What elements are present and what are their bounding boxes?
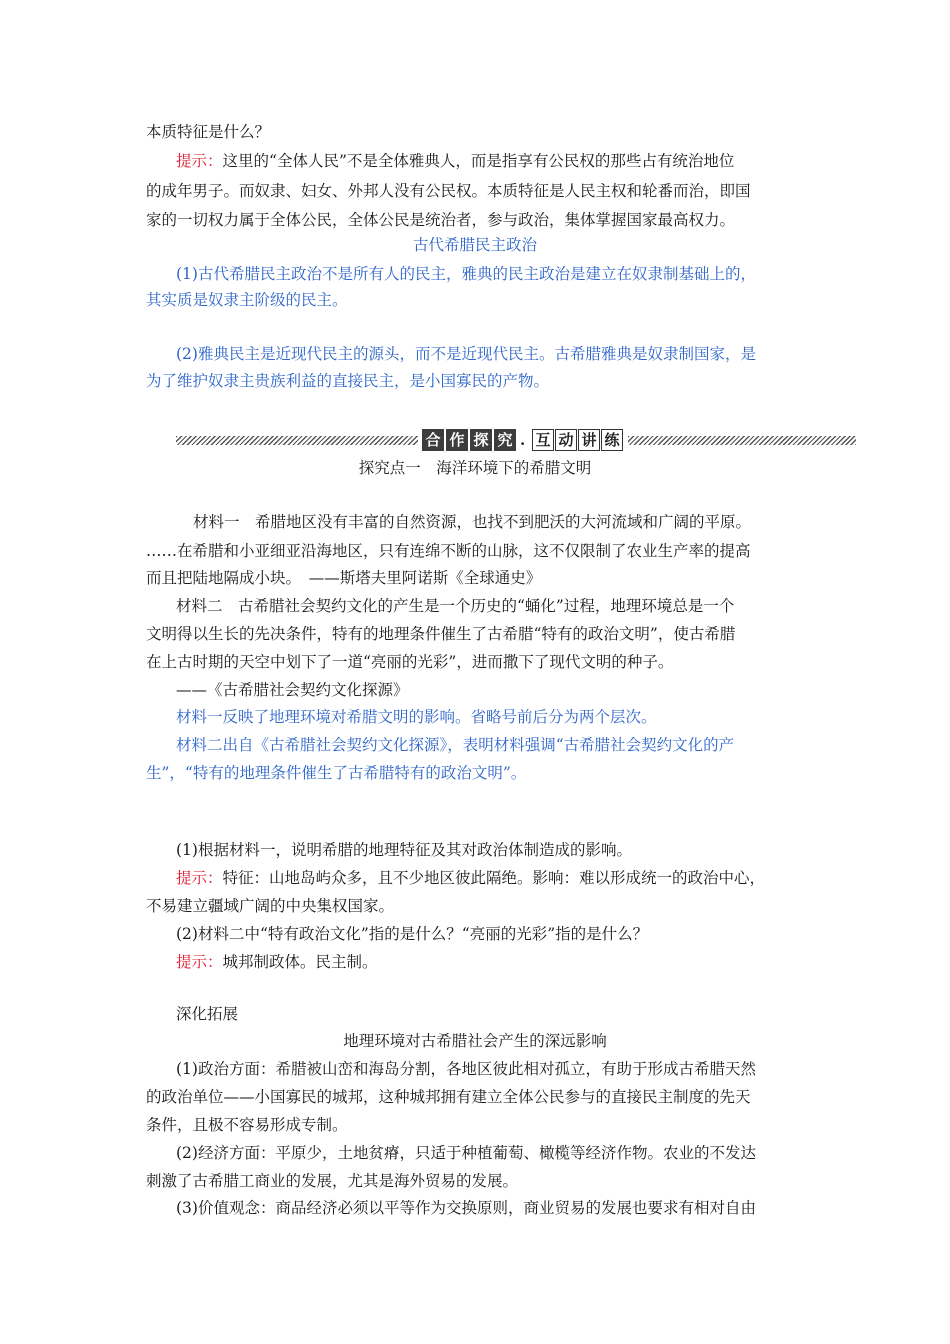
text-line: (1)古代希腊民主政治不是所有人的民主，雅典的民主政治是建立在奴隶制基础上的， [176, 265, 756, 283]
banner-char: 练 [601, 429, 623, 451]
text-line: (1)政治方面：希腊被山峦和海岛分割，各地区彼此相对孤立，有助于形成古希腊天然 [176, 1060, 756, 1078]
hint-label: 提示： [176, 152, 223, 170]
text-line: 在上古时期的天空中划下了一道“亮丽的光彩”，进而撒下了现代文明的种子。 [146, 653, 674, 671]
section-title: 地理环境对古希腊社会产生的深远影响 [343, 1032, 607, 1050]
text-line: 的政治单位——小国寡民的城邦，这种城邦拥有建立全体公民参与的直接民主制度的先天 [146, 1088, 751, 1106]
text-line: 其实质是奴隶主阶级的民主。 [146, 291, 348, 309]
text-line: 条件，且极不容易形成专制。 [146, 1116, 348, 1134]
text-line: ……在希腊和小亚细亚沿海地区，只有连绵不断的山脉，这不仅限制了农业生产率的提高 [146, 542, 751, 560]
text-line: 为了维护奴隶主贵族利益的直接民主，是小国寡民的产物。 [146, 372, 550, 390]
text-line: 本质特征是什么？ [146, 123, 271, 141]
text-line: 文明得以生长的先决条件，特有的地理条件催生了古希腊“特有的政治文明”，使古希腊 [146, 625, 736, 643]
hatch-decoration [628, 436, 856, 445]
section-title: 古代希腊民主政治 [412, 236, 537, 254]
hint-text: 城邦制政体。民主制。 [222, 953, 378, 971]
text-line: ——《古希腊社会契约文化探源》 [176, 681, 409, 699]
banner-char: 探 [470, 429, 492, 451]
text-line: 的成年男子。而奴隶、妇女、外邦人没有公民权。本质特征是人民主权和轮番而治，即国 [146, 182, 751, 200]
hint-line [176, 952, 378, 972]
question: (1)根据材料一，说明希腊的地理特征及其对政治体制造成的影响。 [176, 841, 632, 859]
text-line: 不易建立疆域广阔的中央集权国家。 [146, 897, 395, 915]
question: (2)材料二中“特有政治文化”指的是什么？“亮丽的光彩”指的是什么？ [176, 925, 649, 943]
text-line: (2)经济方面：平原少，土地贫瘠，只适于种植葡萄、橄榄等经济作物。农业的不发达 [176, 1144, 756, 1162]
banner-char: 讲 [578, 429, 600, 451]
banner-left-label [422, 428, 518, 452]
hint-label: 提示： [176, 953, 223, 971]
text-line: 材料二 古希腊社会契约文化的产生是一个历史的“蛹化”过程，地理环境总是一个 [176, 597, 735, 615]
hint-line [176, 151, 734, 171]
banner-char: 动 [555, 429, 577, 451]
text-line: 材料一 希腊地区没有丰富的自然资源，也找不到肥沃的大河流域和广阔的平原。 [193, 513, 752, 531]
text-line: (2)雅典民主是近现代民主的源头，而不是近现代民主。古希腊雅典是奴隶制国家，是 [176, 345, 756, 363]
banner-char: 互 [532, 429, 554, 451]
section-title: 探究点一 海洋环境下的希腊文明 [358, 459, 592, 477]
text-line: 刺激了古希腊工商业的发展，尤其是海外贸易的发展。 [146, 1172, 519, 1190]
hint-text: 这里的“全体人民”不是全体雅典人，而是指享有公民权的那些占有统治地位 [222, 152, 735, 170]
banner-right-label [532, 428, 624, 452]
banner-char: 作 [446, 429, 468, 451]
section-banner [176, 428, 856, 452]
hint-label: 提示： [176, 869, 223, 887]
hint-text: 特征：山地岛屿众多，且不少地区彼此隔绝。影响：难以形成统一的政治中心， [222, 869, 766, 887]
hatch-decoration [176, 436, 418, 445]
text-line: 家的一切权力属于全体公民，全体公民是统治者，参与政治，集体掌握国家最高权力。 [146, 211, 736, 229]
text-line: 材料一反映了地理环境对希腊文明的影响。省略号前后分为两个层次。 [176, 708, 657, 726]
hint-line [176, 868, 765, 888]
banner-char: 究 [494, 429, 516, 451]
text-line: 生”，“特有的地理条件催生了古希腊特有的政治文明”。 [146, 764, 527, 782]
section-label: 深化拓展 [176, 1005, 239, 1023]
text-line: 材料二出自《古希腊社会契约文化探源》，表明材料强调“古希腊社会契约文化的产 [176, 736, 735, 754]
banner-char: 合 [422, 429, 444, 451]
banner-dot: · [520, 435, 526, 453]
text-line: (3)价值观念：商品经济必须以平等作为交换原则，商业贸易的发展也要求有相对自由 [176, 1199, 756, 1217]
text-line: 而且把陆地隔成小块。 ——斯塔夫里阿诺斯《全球通史》 [146, 569, 542, 587]
